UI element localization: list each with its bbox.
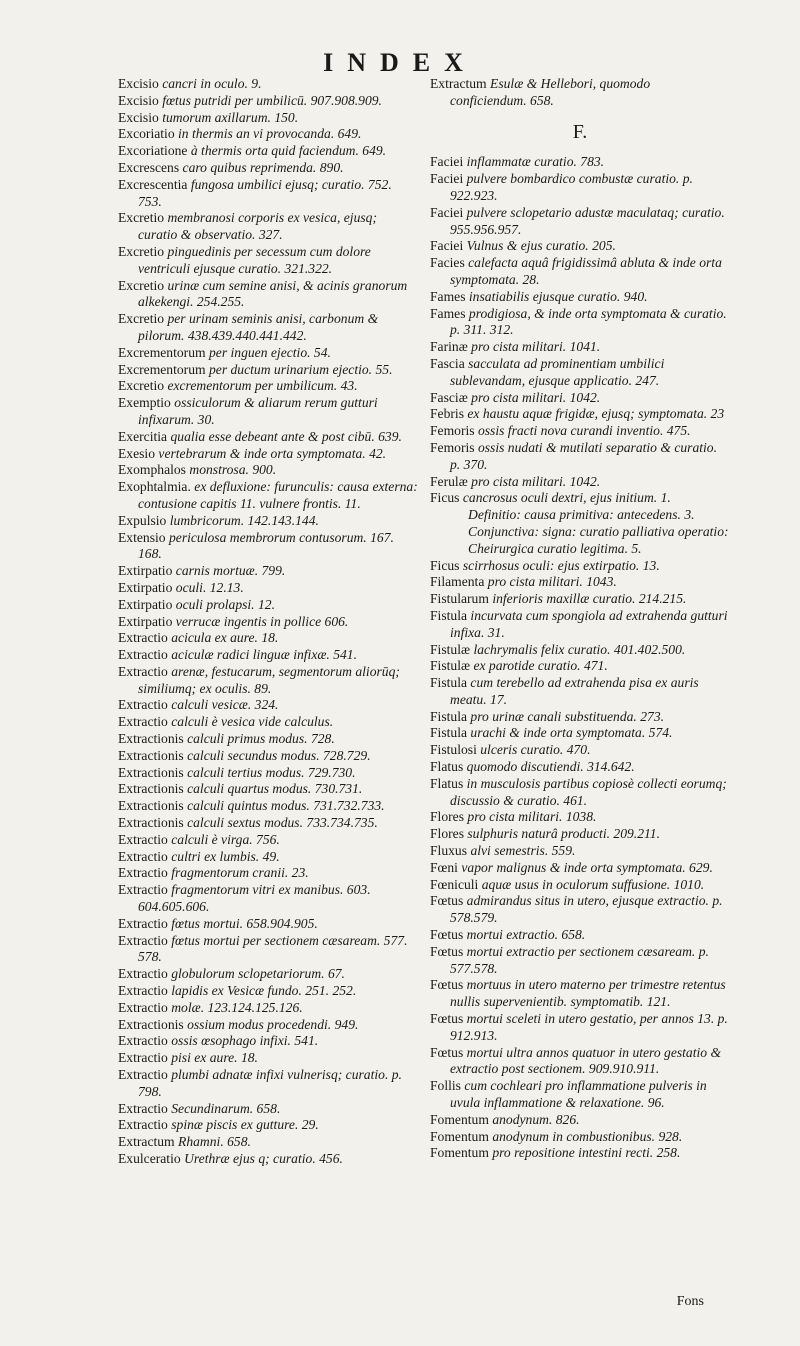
- entry-term: Extractionis: [118, 798, 184, 814]
- index-entry: [430, 76, 730, 110]
- entry-term: Fluxus: [430, 843, 468, 859]
- index-entry: [118, 765, 418, 782]
- index-entry: [118, 1017, 418, 1034]
- entry-description: fœtus putridi per umbilicū. 907.908.909.: [162, 92, 382, 108]
- entry-term: Extensio: [118, 529, 166, 545]
- entry-description: calculi quartus modus. 730.731.: [187, 781, 363, 797]
- entry-description: cum terebello ad extrahenda pisa ex auris meatu. 17.: [450, 675, 699, 707]
- entry-description: à thermis orta quid faciendum. 649.: [190, 143, 387, 159]
- index-entry: [118, 798, 418, 815]
- entry-term: Extractio: [118, 983, 168, 999]
- entry-description: aquæ usus in oculorum suffusione. 1010.: [481, 876, 705, 892]
- right-column: [430, 76, 730, 1162]
- left-column: [118, 76, 418, 1168]
- entry-description: ossis fracti nova curandi inventio. 475.: [477, 423, 691, 439]
- entry-description: pro urinæ canali substituenda. 273.: [470, 708, 665, 724]
- index-entry: [118, 614, 418, 631]
- entry-description: pisi ex aure. 18.: [171, 1050, 258, 1066]
- entry-term: Fœtus: [430, 977, 464, 993]
- entry-term: Fœtus: [430, 893, 464, 909]
- entry-term: Fistula: [430, 607, 468, 623]
- index-entry: [118, 781, 418, 798]
- entry-description: ossis œsophago infixi. 541.: [171, 1033, 319, 1049]
- entry-term: Extractio: [118, 831, 168, 847]
- entry-description: calculi è virga. 756.: [171, 831, 280, 847]
- index-entry: [118, 1134, 418, 1151]
- entry-term: Extractio: [118, 915, 168, 931]
- index-entry: [430, 423, 730, 440]
- entry-description: alvi semestris. 559.: [470, 843, 576, 859]
- index-entry: [430, 977, 730, 1011]
- entry-description: caro quibus reprimenda. 890.: [182, 159, 344, 175]
- index-entry: [430, 591, 730, 608]
- entry-term: Excretio: [118, 243, 165, 259]
- entry-description: pro repositione intestini recti. 258.: [492, 1145, 681, 1161]
- index-entry: [430, 440, 730, 474]
- entry-description: anodynum in combustionibus. 928.: [492, 1128, 683, 1144]
- entry-description: fragmentorum vitri ex manibus. 603. 604.605.606.: [138, 882, 371, 915]
- index-entry: [430, 205, 730, 239]
- entry-description: ex parotide curatio. 471.: [473, 658, 608, 674]
- index-entry: [118, 311, 418, 345]
- entry-term: Extractio: [118, 1033, 168, 1049]
- entry-description: arenæ, festucarum, segmentorum aliorūq; similiumq; ex oculis. 89.: [138, 663, 400, 696]
- entry-term: Extractio: [118, 697, 168, 713]
- entry-description: mortui extractio per sectionem cæsaream. p. 577.578.: [450, 943, 709, 976]
- index-entry: [118, 563, 418, 580]
- index-entry: [118, 1151, 418, 1168]
- entry-description: cum cochleari pro inflammatione pulveris in uvula inflammatione & relaxatione. 96.: [450, 1078, 707, 1111]
- entry-term: Extractio: [118, 1067, 168, 1083]
- index-entry: [430, 608, 730, 642]
- index-entry: [430, 877, 730, 894]
- entry-description: lumbricorum. 142.143.144.: [169, 512, 319, 528]
- index-entry: [118, 1067, 418, 1101]
- entry-term: Fascia: [430, 355, 465, 371]
- entry-term: Fistulæ: [430, 641, 471, 657]
- entry-description: pro cista militari. 1041.: [471, 339, 601, 355]
- entry-description: scirrhosus oculi: ejus extirpatio. 13.: [462, 557, 660, 573]
- index-entry: [430, 658, 730, 675]
- entry-term: Fœtus: [430, 927, 464, 943]
- index-entry: [118, 983, 418, 1000]
- entry-term: Expulsio: [118, 512, 167, 528]
- section-letter: F.: [572, 120, 588, 143]
- index-entry: [118, 1101, 418, 1118]
- entry-description: inferioris maxillæ curatio. 214.215.: [492, 591, 687, 607]
- index-entry: [118, 446, 418, 463]
- entry-description: monstrosa. 900.: [189, 462, 277, 478]
- index-entry: [118, 1033, 418, 1050]
- entry-description: pro cista militari. 1042.: [471, 389, 601, 405]
- entry-term: Extirpatio: [118, 579, 173, 595]
- index-entry: [430, 860, 730, 877]
- entry-term: Ficus: [430, 557, 460, 573]
- index-entry: [118, 966, 418, 983]
- index-entry: [118, 731, 418, 748]
- entry-description: calculi tertius modus. 729.730.: [187, 764, 356, 780]
- entry-description: ex haustu aquæ frigidæ, ejusq; symptomata. 23: [467, 406, 725, 422]
- entry-description: fœtus mortui per sectionem cæsaream. 577. 578.: [138, 932, 408, 965]
- entry-description: per inguen ejectio. 54.: [208, 344, 331, 360]
- index-entry: [118, 597, 418, 614]
- entry-description: globulorum sclopetariorum. 67.: [171, 966, 345, 982]
- entry-term: Excrescens: [118, 159, 180, 175]
- index-entry: [118, 362, 418, 379]
- entry-term: Farinæ: [430, 339, 468, 355]
- entry-description: calculi vesicæ. 324.: [171, 697, 279, 713]
- entry-term: Faciei: [430, 204, 464, 220]
- entry-description: Vulnus & ejus curatio. 205.: [466, 238, 616, 254]
- entry-description: cancrosus oculi dextri, ejus initium. 1.: [462, 490, 671, 506]
- entry-description: Esulæ & Hellebori, quomodo conficiendum. 658.: [450, 76, 651, 108]
- index-entry: [118, 1117, 418, 1134]
- entry-description: admirandus situs in utero, ejusque extractio. p. 578.579.: [450, 893, 723, 926]
- entry-description: lachrymalis felix curatio. 401.402.500.: [473, 641, 686, 657]
- entry-description: pulvere sclopetario adustæ maculataq; curatio. 955.956.957.: [450, 204, 725, 237]
- entry-term: Excretio: [118, 210, 165, 226]
- entry-description: membranosi corporis ex vesica, ejusq; curatio & observatio. 327.: [138, 210, 377, 243]
- entry-term: Fœtus: [430, 943, 464, 959]
- entry-term: Ferulæ: [430, 473, 468, 489]
- index-entry: [118, 513, 418, 530]
- index-entry: [430, 406, 730, 423]
- index-entry: [118, 210, 418, 244]
- index-entry: [430, 171, 730, 205]
- index-entry: [430, 474, 730, 491]
- entry-term: Fames: [430, 305, 466, 321]
- entry-description: mortui sceleti in utero gestatio, per annos 13. p. 912.913.: [450, 1011, 728, 1043]
- entry-term: Extractionis: [118, 1016, 184, 1032]
- index-entry: [118, 126, 418, 143]
- index-entry: [430, 725, 730, 742]
- entry-term: Extractum: [430, 76, 487, 91]
- entry-term: Exercitia: [118, 428, 168, 444]
- entry-term: Fomentum: [430, 1111, 489, 1127]
- index-subentry: Definitio: causa primitiva: antecedens. 3.: [468, 507, 695, 523]
- entry-term: Excretio: [118, 311, 165, 327]
- index-entry: [118, 278, 418, 312]
- index-entry: [430, 238, 730, 255]
- index-entry: [430, 490, 730, 507]
- index-entry: [430, 642, 730, 659]
- index-entry: [430, 1129, 730, 1146]
- entry-term: Extractio: [118, 1100, 168, 1116]
- entry-term: Extractionis: [118, 747, 184, 763]
- entry-term: Fames: [430, 288, 466, 304]
- entry-term: Flores: [430, 809, 464, 825]
- index-entry: [430, 675, 730, 709]
- index-entry: [430, 339, 730, 356]
- entry-description: fragmentorum cranii. 23.: [171, 865, 309, 881]
- index-entry: [430, 893, 730, 927]
- entry-term: Excisio: [118, 109, 159, 125]
- index-entry: [118, 93, 418, 110]
- entry-term: Fasciæ: [430, 389, 468, 405]
- index-entry: [118, 143, 418, 160]
- entry-description: quomodo discutiendi. 314.642.: [466, 759, 635, 775]
- entry-description: verrucæ ingentis in pollice 606.: [175, 613, 349, 629]
- entry-description: oculi prolapsi. 12.: [175, 596, 275, 612]
- entry-term: Flatus: [430, 775, 464, 791]
- entry-description: lapidis ex Vesicæ fundo. 251. 252.: [171, 983, 357, 999]
- entry-term: Extractio: [118, 663, 168, 679]
- entry-term: Excretio: [118, 277, 165, 293]
- entry-term: Filamenta: [430, 574, 485, 590]
- entry-description: ex defluxione: furunculis: causa externa: contusione capitis 11. vulnere frontis. 11.: [138, 479, 418, 511]
- entry-term: Fistula: [430, 675, 468, 691]
- entry-term: Excisio: [118, 92, 159, 108]
- entry-description: cultri ex lumbis. 49.: [171, 848, 280, 864]
- entry-term: Febris: [430, 406, 464, 422]
- entry-term: Extractionis: [118, 781, 184, 797]
- index-entry: [430, 809, 730, 826]
- entry-description: spinæ piscis ex gutture. 29.: [171, 1117, 319, 1133]
- entry-description: calefacta aquâ frigidissimâ abluta & inde orta symptomata. 28.: [450, 255, 722, 287]
- entry-description: pro cista militari. 1043.: [487, 574, 617, 590]
- page-header: INDEX: [323, 48, 477, 77]
- right-top-entries: [430, 76, 730, 110]
- entry-description: ulceris curatio. 470.: [480, 742, 591, 758]
- entry-term: Fœni: [430, 859, 458, 875]
- index-entry: [430, 944, 730, 978]
- entry-term: Exomphalos: [118, 462, 186, 478]
- entry-term: Exesio: [118, 445, 155, 461]
- entry-term: Extractionis: [118, 731, 184, 747]
- index-entry: [430, 154, 730, 171]
- index-entry: [430, 927, 730, 944]
- index-entry: [118, 160, 418, 177]
- entry-term: Extractum: [118, 1134, 175, 1150]
- entry-term: Femoris: [430, 439, 475, 455]
- index-entry: [118, 933, 418, 967]
- index-entry: [118, 378, 418, 395]
- entry-term: Excisio: [118, 76, 159, 91]
- entry-description: sulphuris naturâ producti. 209.211.: [467, 826, 660, 842]
- index-entry: [430, 1145, 730, 1162]
- entry-description: vertebrarum & inde orta symptomata. 42.: [158, 445, 387, 461]
- entry-description: Rhamni. 658.: [178, 1134, 251, 1150]
- index-entry: [118, 244, 418, 278]
- entry-term: Extractio: [118, 647, 168, 663]
- entry-description: oculi. 12.13.: [175, 579, 244, 595]
- index-entry: [430, 356, 730, 390]
- entry-term: Extirpatio: [118, 563, 173, 579]
- entry-term: Ficus: [430, 490, 460, 506]
- entry-description: qualia esse debeant ante & post cibū. 639.: [170, 428, 402, 444]
- entry-description: per ductum urinarium ejectio. 55.: [208, 361, 393, 377]
- entry-term: Fomentum: [430, 1145, 489, 1161]
- entry-description: pinguedinis per secessum cum dolore ventriculi ejusque curatio. 321.322.: [138, 243, 371, 276]
- index-entry: [118, 395, 418, 429]
- entry-term: Fistularum: [430, 591, 489, 607]
- index-entry: [118, 714, 418, 731]
- entry-term: Exemptio: [118, 395, 171, 411]
- entry-description: insatiabilis ejusque curatio. 940.: [468, 288, 648, 304]
- index-entry: [430, 826, 730, 843]
- index-entry: [118, 647, 418, 664]
- entry-description: incurvata cum spongiola ad extrahenda gutturi infixa. 31.: [450, 607, 728, 640]
- entry-term: Extractionis: [118, 815, 184, 831]
- entry-description: periculosa membrorum contusorum. 167. 168.: [138, 529, 394, 562]
- entry-term: Excrementorum: [118, 361, 206, 377]
- entry-term: Follis: [430, 1078, 461, 1094]
- entry-term: Extractio: [118, 1050, 168, 1066]
- catchword: Fons: [676, 1294, 704, 1309]
- index-entry: [430, 1112, 730, 1129]
- entry-description: mortui extractio. 658.: [466, 927, 586, 943]
- entry-description: mortui ultra annos quatuor in utero gestatio & extractio post sectionem. 909.910.911.: [450, 1044, 722, 1077]
- entry-term: Faciei: [430, 171, 464, 187]
- entry-term: Extractio: [118, 932, 168, 948]
- index-entry: [118, 110, 418, 127]
- entry-description: plumbi adnatæ infixi vulnerisq; curatio. p. 798.: [138, 1067, 402, 1099]
- entry-description: tumorum axillarum. 150.: [162, 109, 299, 125]
- entry-term: Fœniculi: [430, 876, 479, 892]
- entry-description: carnis mortuæ. 799.: [175, 563, 286, 579]
- entry-description: fungosa umbilici ejusq; curatio. 752. 753.: [138, 176, 392, 209]
- entry-term: Extirpatio: [118, 613, 173, 629]
- index-entry: [118, 832, 418, 849]
- index-entry: [118, 479, 418, 513]
- entry-description: mortuus in utero materno per trimestre retentus nullis supervenientib. symptomatib. 121.: [450, 977, 726, 1010]
- entry-term: Fistulæ: [430, 658, 471, 674]
- entry-description: urinæ cum semine anisi, & acinis granorum alkekengi. 254.255.: [138, 277, 408, 310]
- entry-term: Excrescentia: [118, 176, 188, 192]
- entry-description: in musculosis partibus copiosè collecti eorumq; discussio & curatio. 461.: [450, 775, 727, 808]
- index-entry: [430, 1011, 730, 1045]
- entry-description: in thermis an vi provocanda. 649.: [178, 126, 362, 142]
- index-entry: [118, 76, 418, 93]
- index-entry: [118, 697, 418, 714]
- entry-term: Extractio: [118, 714, 168, 730]
- entry-description: pro cista militari. 1038.: [467, 809, 597, 825]
- entry-description: Secundinarum. 658.: [171, 1100, 281, 1116]
- index-entry: [430, 390, 730, 407]
- entry-description: ossium modus procedendi. 949.: [187, 1016, 359, 1032]
- index-entry: [430, 1078, 730, 1112]
- entry-term: Excrementorum: [118, 344, 206, 360]
- index-entry: [118, 815, 418, 832]
- index-entry: [430, 255, 730, 289]
- index-entry: [118, 462, 418, 479]
- entry-term: Flores: [430, 826, 464, 842]
- entry-term: Flatus: [430, 759, 464, 775]
- entry-term: Extractio: [118, 966, 168, 982]
- index-entry: [430, 558, 730, 575]
- entry-description: calculi quintus modus. 731.732.733.: [187, 798, 385, 814]
- entry-term: Faciei: [430, 238, 464, 254]
- index-entry: [430, 1045, 730, 1079]
- right-entries: [430, 154, 730, 1162]
- entry-term: Exophtalmia.: [118, 479, 191, 495]
- index-entry: [118, 345, 418, 362]
- entry-description: aciculæ radici linguæ infixæ. 541.: [171, 647, 358, 663]
- entry-description: pro cista militari. 1042.: [471, 473, 601, 489]
- entry-description: urachi & inde orta symptomata. 574.: [470, 725, 673, 741]
- entry-description: sacculata ad prominentiam umbilici sublevandam, ejusque applicatio. 247.: [450, 355, 665, 388]
- entry-term: Fomentum: [430, 1128, 489, 1144]
- index-entry: [118, 530, 418, 564]
- entry-description: anodynum. 826.: [492, 1111, 580, 1127]
- entry-description: molæ. 123.124.125.126.: [171, 999, 303, 1015]
- entry-description: prodigiosa, & inde orta symptomata & curatio. p. 311. 312.: [450, 305, 727, 338]
- entry-term: Exulceratio: [118, 1151, 181, 1166]
- entry-description: calculi è vesica vide calculus.: [171, 714, 334, 730]
- index-subentry: Conjunctiva: signa: curatio palliativa operatio: Cheirurgica curatio legitima. 5.: [468, 523, 729, 556]
- entry-term: Fœtus: [430, 1011, 464, 1027]
- entry-term: Extractio: [118, 882, 168, 898]
- index-entry: [118, 664, 418, 698]
- entry-description: ossis nudati & mutilati separatio & curatio. p. 370.: [450, 439, 718, 472]
- index-entry: [430, 759, 730, 776]
- index-entry: [118, 177, 418, 211]
- index-entry: [118, 916, 418, 933]
- entry-term: Extractionis: [118, 764, 184, 780]
- index-entry: [118, 1000, 418, 1017]
- entry-description: excrementorum per umbilicum. 43.: [167, 378, 358, 394]
- index-entry: [430, 289, 730, 306]
- index-entry: [118, 1050, 418, 1067]
- index-entry: [430, 306, 730, 340]
- entry-term: Fistula: [430, 725, 468, 741]
- entry-term: Facies: [430, 255, 465, 271]
- entry-term: Fistulosi: [430, 742, 477, 758]
- index-entry: [430, 776, 730, 810]
- entry-description: per urinam seminis anisi, carbonum & pilorum. 438.439.440.441.442.: [138, 311, 379, 343]
- entry-description: acicula ex aure. 18.: [171, 630, 279, 646]
- index-entry: [430, 574, 730, 591]
- index-entry: [118, 580, 418, 597]
- index-entry: [430, 709, 730, 726]
- index-entry: [118, 882, 418, 916]
- entry-term: Fœtus: [430, 1044, 464, 1060]
- entry-description: calculi sextus modus. 733.734.735.: [187, 815, 378, 831]
- entry-term: Extractio: [118, 1117, 168, 1133]
- entry-description: fœtus mortui. 658.904.905.: [171, 915, 318, 931]
- entry-term: Excoriatio: [118, 126, 175, 142]
- entry-term: Extractio: [118, 630, 168, 646]
- entry-description: calculi secundus modus. 728.729.: [187, 747, 371, 763]
- index-entry: [430, 843, 730, 860]
- entry-description: calculi primus modus. 728.: [187, 731, 335, 747]
- entry-term: Extractio: [118, 865, 168, 881]
- entry-term: Faciei: [430, 154, 464, 170]
- entry-description: pulvere bombardico combustæ curatio. p. 922.923.: [450, 171, 693, 203]
- index-entry: [118, 429, 418, 446]
- entry-term: Extractio: [118, 999, 168, 1015]
- entry-term: Excoriatione: [118, 143, 188, 159]
- entry-description: cancri in oculo. 9.: [162, 76, 262, 91]
- entry-term: Excretio: [118, 378, 165, 394]
- index-entry: [118, 630, 418, 647]
- entry-term: Fistula: [430, 708, 468, 724]
- index-entry: [118, 865, 418, 882]
- index-entry: [118, 849, 418, 866]
- entry-description: Urethræ ejus q; curatio. 456.: [184, 1151, 343, 1166]
- index-entry: [118, 748, 418, 765]
- entry-term: Femoris: [430, 423, 475, 439]
- entry-description: vapor malignus & inde orta symptomata. 629.: [461, 859, 713, 875]
- index-entry: [430, 742, 730, 759]
- entry-description: inflammatæ curatio. 783.: [466, 154, 605, 170]
- entry-description: ossiculorum & aliarum rerum gutturi infixarum. 30.: [138, 395, 378, 427]
- entry-term: Extirpatio: [118, 596, 173, 612]
- entry-term: Extractio: [118, 848, 168, 864]
